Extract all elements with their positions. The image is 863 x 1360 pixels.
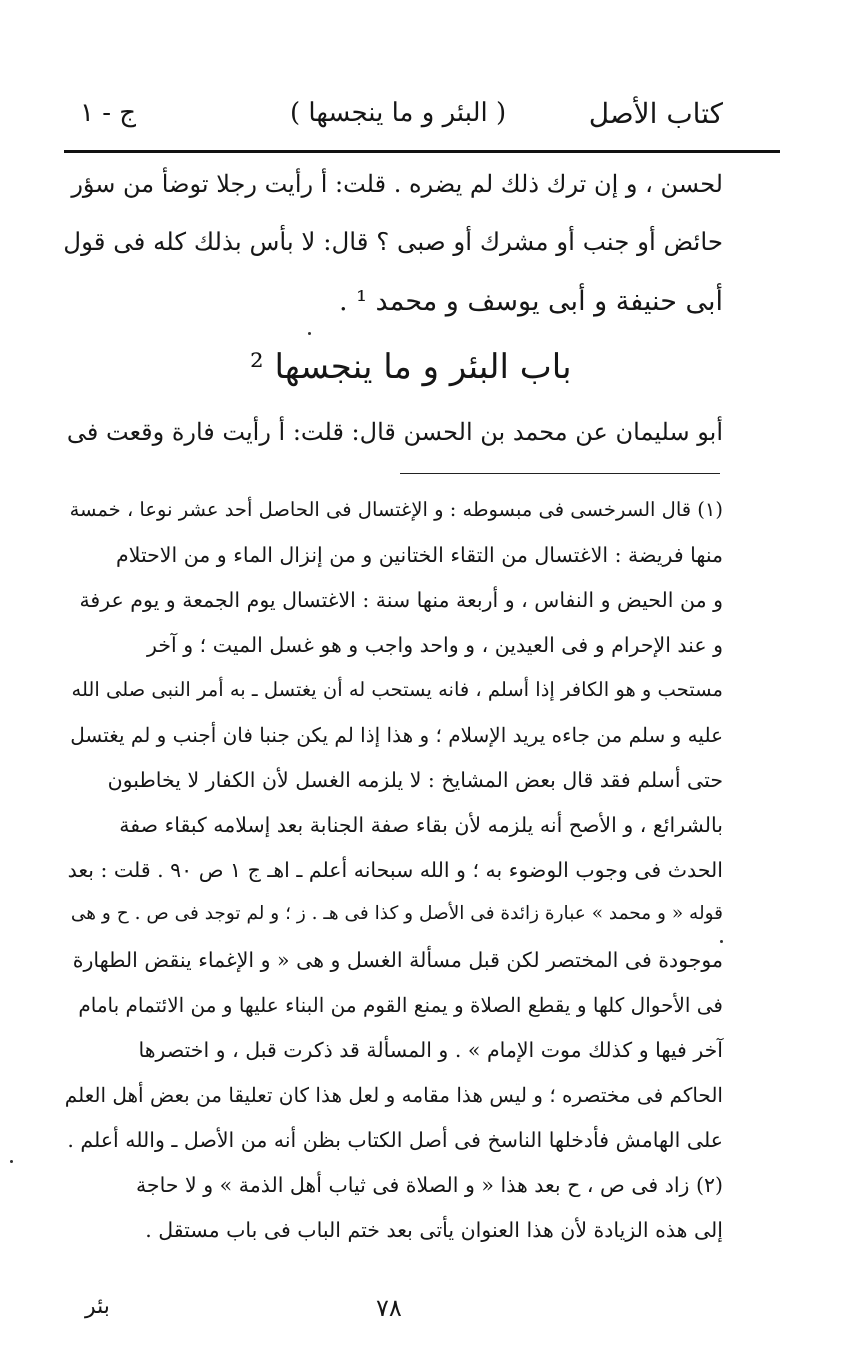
footnote-line: و عند الإحرام و فى العيدين ، و واحد واجب و هو غسل الميت ؛ و آخر [147, 633, 723, 657]
footnote-rule [400, 473, 720, 474]
footnote-line: الحدث فى وجوب الوضوء به ؛ و الله سبحانه أعلم ـ اهـ ج ١ ص ٩٠ . قلت : بعد [67, 858, 723, 882]
signature-mark: بئر [85, 1294, 110, 1319]
footnote-line: فى الأحوال كلها و يقطع الصلاة و يمنع القوم من البناء عليها و من الائتمام بامام [78, 993, 723, 1017]
running-header-chapter: ( البئر و ما ينجسها ) [290, 98, 507, 128]
scan-speck [10, 1160, 13, 1163]
footnote-line: عليه و سلم من جاءه يريد الإسلام ؛ و هذا إذا لم يكن جنبا فان أجنب و لم يغتسل [70, 723, 723, 747]
scan-speck [720, 940, 723, 943]
footnote-line: قوله « و محمد » عبارة زائدة فى الأصل و كذا فى هـ . ز ؛ و لم توجد فى ص . ح و هى [70, 903, 723, 924]
footnote-line: و من الحيض و النفاس ، و أربعة منها سنة : الاغتسال يوم الجمعة و يوم عرفة [79, 588, 723, 612]
body-line: أبى حنيفة و أبى يوسف و محمد ¹ . [338, 286, 723, 317]
body-line: لحسن ، و إن ترك ذلك لم يضره . قلت: أ رأيت رجلا توضأ من سؤر [71, 170, 723, 198]
page-number: ٧٨ [376, 1294, 402, 1322]
footnote-line: على الهامش فأدخلها الناسخ فى أصل الكتاب بظن أنه من الأصل ـ والله أعلم . [67, 1128, 723, 1152]
footnote-line: (١) قال السرخسى فى مبسوطه : و الإغتسال فى الحاصل أحد عشر نوعا ، خمسة [69, 498, 723, 521]
footnote-line: إلى هذه الزيادة لأن هذا العنوان يأتى بعد ختم الباب فى باب مستقل . [145, 1218, 723, 1242]
footnote-line: حتى أسلم فقد قال بعض المشايخ : لا يلزمه الغسل لأن الكفار لا يخاطبون [107, 768, 723, 792]
section-title: باب البئر و ما ينجسها ² [250, 347, 572, 387]
scan-speck [308, 332, 311, 335]
footnote-line: منها فريضة : الاغتسال من التقاء الختانين و من إنزال الماء و من الاحتلام [116, 543, 723, 567]
footnote-line: الحاكم فى مختصره ؛ و ليس هذا مقامه و لعل هذا كان تعليقا من بعض أهل العلم [64, 1083, 723, 1107]
running-header-volume: ج - ١ [80, 98, 137, 128]
footnote-line: مستحب و هو الكافر إذا أسلم ، فانه يستحب له أن يغتسل ـ به أمر النبى صلى الله [71, 678, 723, 701]
header-rule [64, 150, 780, 153]
running-header-book-title: كتاب الأصل [588, 97, 723, 130]
footnote-line: بالشرائع ، و الأصح أنه يلزمه لأن بقاء صفة الجنابة بعد إسلامه كبقاء صفة [119, 813, 723, 837]
footnote-line: موجودة فى المختصر لكن قبل مسألة الغسل و هى « و الإغماء ينقض الطهارة [72, 948, 723, 972]
footnote-line: آخر فيها و كذلك موت الإمام » . و المسألة قد ذكرت قبل ، و اختصرها [138, 1038, 723, 1062]
body-line: حائض أو جنب أو مشرك أو صبى ؟ قال: لا بأس بذلك كله فى قول [63, 227, 723, 256]
section-first-line: أبو سليمان عن محمد بن الحسن قال: قلت: أ رأيت فارة وقعت فى [66, 418, 723, 446]
footnote-line: (٢) زاد فى ص ، ح بعد هذا « و الصلاة فى ثياب أهل الذمة » و لا حاجة [135, 1173, 723, 1197]
